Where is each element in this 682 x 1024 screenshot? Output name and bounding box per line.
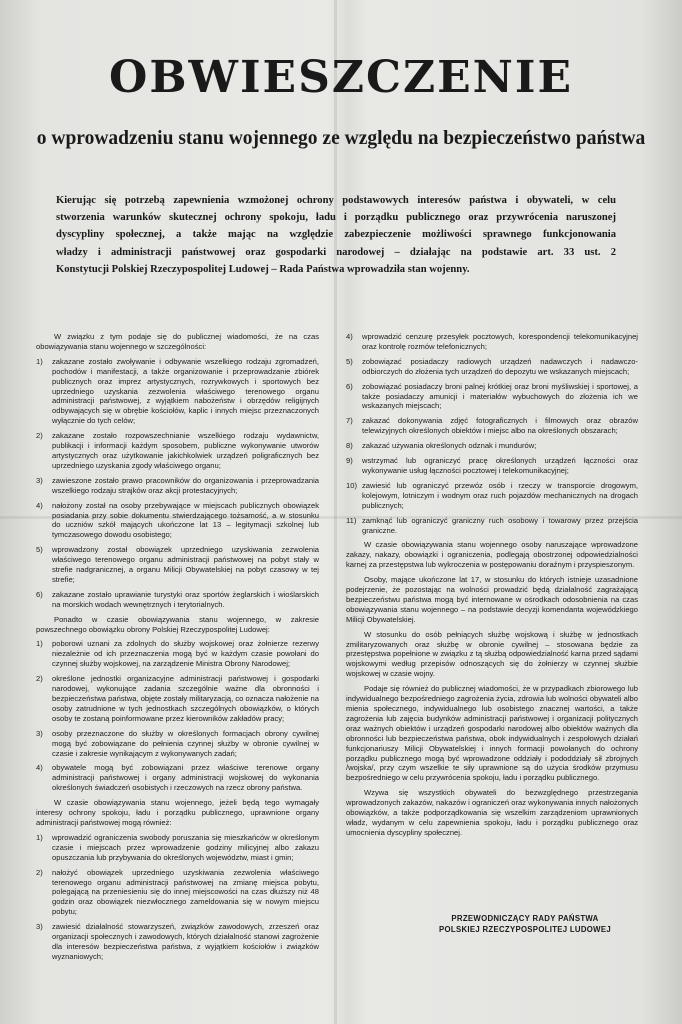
item-number: 10) xyxy=(346,480,357,490)
item-number: 2) xyxy=(36,867,43,877)
item-number: 4) xyxy=(36,763,43,773)
paragraph: Podaje się również do publicznej wiadomości, że w przypadkach zbiorowego lub indywidualnego bezpośredniego zagrożenia życia, zdrowia lub wolności obywateli albo mienia społecznego, indywidualnego lub osobistego znacznej wartości, a także zagrożenia lub zajęcia budynków administracji państwowej i organizacji politycznych oraz ważnych obiektów i urządzeń gospodarki narodowej albo obiektów ważnych dla obronności lub bezpieczeństwa państwa, obok indywidualnych i zespołowych działań funkcjonariuszy Milicji Obywatelskiej i innych formacji powołanych do ochrony porządku publicznego mogą być wprowadzone oddziały i pododdziały sił zbrojnych /wojska/, przy czym wszelkie te siły uprawnione są do użycia środków przymusu bezpośredniego w celu przywrócenia spokoju, ładu i porządku publicznego. xyxy=(346,684,638,783)
list-item xyxy=(36,357,319,426)
list-item xyxy=(346,382,638,412)
signature-line: POLSKIEJ RZECZYPOSPOLITEJ LUDOWEJ xyxy=(439,925,611,934)
list-item xyxy=(36,545,319,585)
item-number: 11) xyxy=(346,515,357,525)
item-text: nałożony został na osoby przebywające w miejscach publicznych obowiązek posiadania przy sobie dokumentu stwierdzającego tożsamość, a w stosunku do uczniów szkół mających ukończone lat 13 – legitymacji szkolnej lub tymczasowego dowodu osobistego; xyxy=(52,500,319,540)
list-item xyxy=(36,763,319,793)
list-item xyxy=(346,332,638,352)
item-number: 3) xyxy=(36,475,43,485)
item-text: zakazane zostało uprawianie turystyki oraz sportów żeglarskich i wioślarskich na morskich wodach wewnętrznych i terytorialnych. xyxy=(52,589,319,609)
list-item xyxy=(346,516,638,536)
item-text: zawieszone zostało prawo pracowników do organizowania i przeprowadzania wszelkiego rodzaju strajków oraz akcji protestacyjnych; xyxy=(52,475,319,495)
left-column xyxy=(36,332,319,967)
item-text: zakazane zostało rozpowszechnianie wszelkiego rodzaju wydawnictw, publikacji i informacji każdym sposobem, publiczne wykonywanie utworów artystycznych oraz użytkowanie jakichkolwiek urządzeń poligraficznych bez uprzedniego uzyskania zgody właściwego organu; xyxy=(52,431,319,470)
item-text: osoby przeznaczone do służby w określonych formacjach obrony cywilnej mogą być zobowiązane do pełnienia czynnej służby w obronie cywilnej w czasie i zakresie wynikającym z wykonywanych zadań; xyxy=(52,728,319,758)
paragraph: W stosunku do osób pełniących służbę wojskową i służbę w jednostkach zmilitaryzowanych oraz służbę w obronie cywilnej – stosowana będzie za przestępstwa popełnione w związku z tą służbą odpowiedzialność karna przed sądami wojskowymi według przepisów odnoszących się do żołnierzy w czynnej służbie wojskowej w czasie wojny. xyxy=(346,629,638,679)
paragraph: W czasie obowiązywania stanu wojennego osoby naruszające wprowadzone zakazy, nakazy, obowiązki i ograniczenia, podlegają obostrzonej odpowiedzialności karnej za przestępstwa lub wykroczenia w postępowaniu doraźnym i przyspieszonym. xyxy=(346,540,638,570)
list-item xyxy=(346,456,638,476)
item-text: wprowadzony został obowiązek uprzedniego uzyskiwania zezwolenia właściwego terenowego organu administracji państwowej na pobyt stały w strefie nadgranicznej, a organu Milicji Obywatelskiej na pobyt czasowy w tej strefie; xyxy=(52,545,319,584)
poster-subtitle: o wprowadzeniu stanu wojennego ze względu na bezpieczeństwo państwa xyxy=(36,128,646,149)
item-text: obywatele mogą być zobowiązani przez właściwe terenowe organy administracji państwowej i organy administracji wojskowej do wykonania określonych świadczeń osobistych i rzeczowych na rzecz obrony państwa. xyxy=(52,763,319,793)
item-number: 1) xyxy=(36,832,43,842)
list-item xyxy=(36,922,319,962)
item-text: zamknąć lub ograniczyć graniczny ruch osobowy i towarowy przez przejścia graniczne. xyxy=(362,515,638,535)
intro-line: stworzenia warunków skutecznej ochrony spokoju, ładu i porządku publicznego oraz przywrócenia naruszonej xyxy=(56,212,616,224)
item-text: wprowadzić ograniczenia swobody poruszania się mieszkańców w określonym czasie i miejscach przez wprowadzenie godziny milicyjnej albo zakazu opuszczania lub przybywania do określonych województw, miast i gmin; xyxy=(52,832,319,862)
item-number: 2) xyxy=(36,674,43,684)
intro-paragraph xyxy=(56,192,616,278)
list-item xyxy=(346,416,638,436)
item-number: 1) xyxy=(36,639,43,649)
item-number: 8) xyxy=(346,441,353,451)
signature-block xyxy=(420,913,630,935)
item-text: nałożyć obowiązek uprzedniego uzyskiwania zezwolenia właściwego terenowego organu administracji państwowej na zmianę miejsca pobytu, polegającą na przeniesieniu się do innej miejscowości na czas dłuższy niż 48 godzin oraz obowiązek niezwłocznego zameldowania się w nowym miejscu pobytu; xyxy=(52,867,319,917)
paragraph: Ponadto w czasie obowiązywania stanu wojennego, w zakresie powszechnego obowiązku obrony Polskiej Rzeczypospolitej Ludowej: xyxy=(36,614,319,634)
list-item xyxy=(36,729,319,759)
item-text: zakazane zostało zwoływanie i odbywanie wszelkiego rodzaju zgromadzeń, pochodów i manifestacji, a także organizowanie i przeprowadzanie zbiórek publicznych oraz imprez artystycznych, rozrywkowych i sportowych bez uprzedniego uzyskania zezwolenia właściwego terenowego organu administracji państwowej, z wyjątkiem nabożeństw i obrzędów religijnych odbywających się w obrębie kościołów, kaplic i innych miejsc przeznaczonych wyłącznie do tych celów; xyxy=(52,356,319,426)
item-text: zobowiązać posiadaczy radiowych urządzeń nadawczych i nadawczo-odbiorczych do złożenia tych urządzeń do depozytu we wskazanych miejscach; xyxy=(362,356,638,376)
item-text: określone jednostki organizacyjne administracji państwowej i gospodarki narodowej, wykonujące zadania szczególnie ważne dla obronności i bezpieczeństwa państwa, objęte zostały militaryzacją, co oznacza nałożenie na osoby zatrudnione w tych jednostkach szczególnych obowiązków, o których osoby te zostaną poinformowane przez kierowników zakładów pracy; xyxy=(52,674,319,723)
item-number: 4) xyxy=(346,332,353,341)
item-text: poborowi uznani za zdolnych do służby wojskowej oraz żołnierze rezerwy niezależnie od ich przeznaczenia mogą być w każdym czasie powołani do czynnej służby wojskowej, na zarządzenie Ministra Obrony Narodowej; xyxy=(52,639,319,669)
paragraph: W czasie obowiązywania stanu wojennego, jeżeli będą tego wymagały interesy ochrony spokoju, ładu i porządku publicznego, uprawnione organy administracji państwowej mogą również: xyxy=(36,798,319,827)
item-number: 9) xyxy=(346,456,353,466)
list-item xyxy=(36,501,319,541)
list-item xyxy=(346,357,638,377)
list-item xyxy=(36,674,319,724)
list-item xyxy=(36,868,319,918)
list-item xyxy=(36,590,319,610)
intro-line: władzy i administracji państwowej oraz gospodarki narodowej – działając na podstawie art. 33 ust. 2 xyxy=(56,246,616,258)
item-text: zakazać używania określonych odznak i mundurów; xyxy=(362,441,537,451)
list-item xyxy=(36,833,319,863)
poster-title: OBWIESZCZENIE xyxy=(109,52,573,103)
item-number: 7) xyxy=(346,416,353,426)
list-item xyxy=(36,476,319,496)
intro-line: Konstytucji Polskiej Rzeczypospolitej Ludowej – Rada Państwa wprowadziła stan wojenny. xyxy=(56,263,470,275)
item-number: 5) xyxy=(36,545,43,555)
item-number: 5) xyxy=(346,356,353,366)
item-text: wprowadzić cenzurę przesyłek pocztowych, korespondencji telekomunikacyjnej oraz kontrolę rozmów telefonicznych; xyxy=(362,332,638,351)
list-item xyxy=(346,481,638,511)
item-number: 2) xyxy=(36,431,43,441)
item-number: 3) xyxy=(36,728,43,738)
intro-line: dyscypliny społecznej, a także mając na względzie zabezpieczenie możliwości sprawnego funkcjonowania xyxy=(56,229,616,241)
vertical-fold-line xyxy=(334,0,337,1024)
item-text: zawiesić lub ograniczyć przewóz osób i rzeczy w transporcie drogowym, kolejowym, lotniczym i wodnym oraz ruch pojazdów mechanicznych na drogach publicznych; xyxy=(362,480,638,510)
item-number: 1) xyxy=(36,356,43,366)
item-text: zobowiązać posiadaczy broni palnej krótkiej oraz broni myśliwskiej i sportowej, a także posiadaczy amunicji i materiałów wybuchowych do złożenia ich we wskazanych miejscach; xyxy=(362,381,638,411)
paragraph: W związku z tym podaje się do publicznej wiadomości, że na czas obowiązywania stanu wojennego w szczególności: xyxy=(36,332,319,351)
right-column xyxy=(346,332,638,843)
item-text: zakazać dokonywania zdjęć fotograficznych i filmowych oraz obrazów telewizyjnych określonych obiektów i miejsc albo na określonych obszarach; xyxy=(362,416,638,436)
item-number: 4) xyxy=(36,500,43,510)
list-item xyxy=(36,639,319,669)
list-item xyxy=(36,431,319,471)
item-text: wstrzymać lub ograniczyć pracę określonych urządzeń łączności oraz wykonywanie usług łączności pocztowej i telekomunikacyjnej; xyxy=(362,456,638,475)
intro-line: Kierując się potrzebą zapewnienia wzmożonej ochrony podstawowych interesów państwa i obywateli, w celu xyxy=(56,195,616,206)
item-number: 3) xyxy=(36,922,43,932)
item-number: 6) xyxy=(36,589,43,599)
item-text: zawiesić działalność stowarzyszeń, związków zawodowych, zrzeszeń oraz organizacji społecznych i zawodowych, których działalność stanowi zagrożenie dla interesów bezpieczeństwa państwa, z wyjątkiem kościołów i związków wyznaniowych; xyxy=(52,922,319,961)
paragraph: Osoby, mające ukończone lat 17, w stosunku do których istnieje uzasadnione podejrzenie, że pozostając na wolności prowadzić będą działalność zagrażającą bezpieczeństwu państwa mogą być internowane w ośrodkach odosobnienia na czas obowiązywania stanu wojennego – na podstawie decyzji komendanta wojewódzkiego Milicji Obywatelskiej. xyxy=(346,575,638,624)
paragraph: Wzywa się wszystkich obywateli do bezwzględnego przestrzegania wprowadzonych zakazów, nakazów i ograniczeń oraz wykonywania innych nałożonych obowiązków, a także podporządkowania się wszelkim zarządzeniom uprawnionych władz, wydanym w celu zapewnienia spokoju, ładu i porządku publicznego oraz umocnienia dyscypliny społecznej. xyxy=(346,788,638,837)
signature-line: PRZEWODNICZĄCY RADY PAŃSTWA xyxy=(451,914,599,923)
item-number: 6) xyxy=(346,381,353,391)
list-item xyxy=(346,441,638,451)
